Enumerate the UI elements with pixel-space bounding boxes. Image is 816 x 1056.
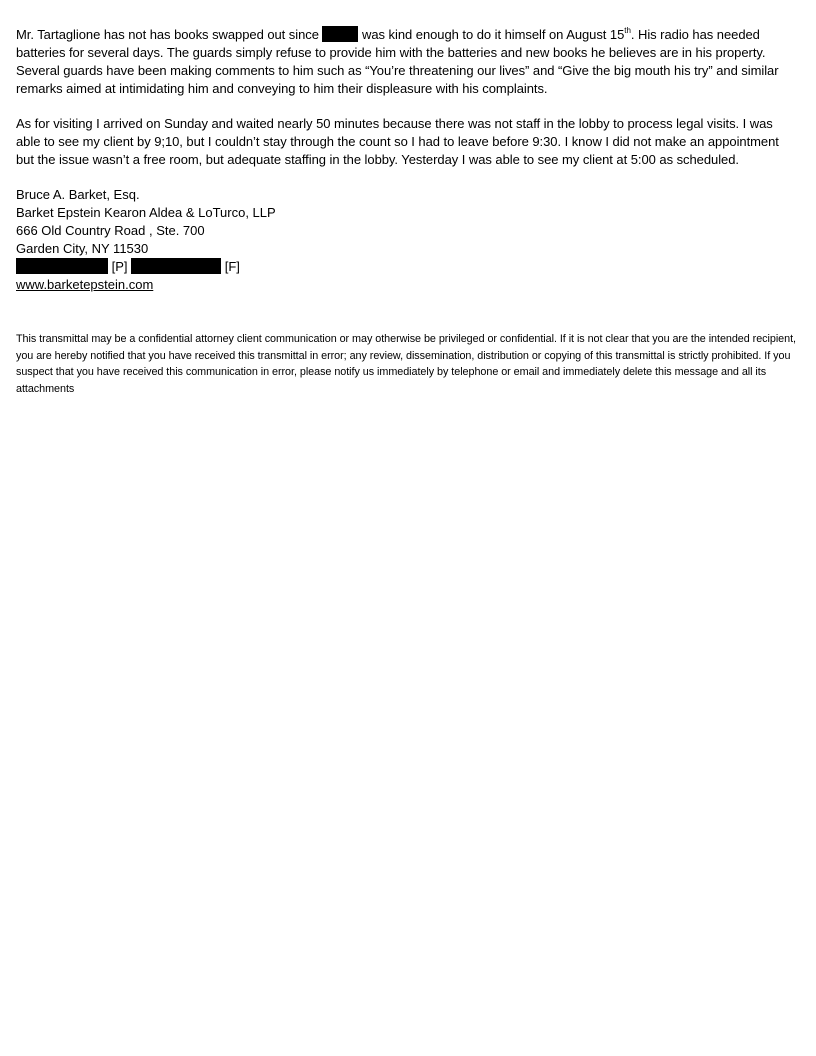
website-link[interactable]: www.barketepstein.com: [16, 277, 154, 292]
redaction-box: [16, 258, 108, 274]
paragraph-books-radio: [16, 26, 800, 98]
signature-address-line-1: 666 Old Country Road , Ste. 700: [16, 223, 205, 238]
paragraph-visiting: As for visiting I arrived on Sunday and waited nearly 50 minutes because there was not staff in the lobby to process legal visits. I was able to see my client by 9;10, but I couldn’t stay through the count so I had to leave before 9:30. I know I did not make an appointment but the issue wasn’t a free room, but adequate staffing in the lobby. Yesterday I was able to see my client at 5:00 as scheduled.: [16, 116, 779, 167]
email-body: [16, 26, 800, 397]
fax-label: [F]: [221, 259, 240, 274]
signature-block: [16, 186, 800, 294]
paragraph-text: . His radio has needed batteries for several days. The guards simply refuse to provide him with the batteries and new books he believes are in his property. Several guards have been making comments to him such as “You’re threatening our lives” and “Give the big mouth his try” and similar remarks aimed at intimidating him and conveying to him their displeasure with his complaints.: [16, 27, 779, 96]
paragraph-text: Mr. Tartaglione has not has books swapped out since: [16, 27, 323, 42]
paragraph-text: was kind enough to do it himself on August 15: [358, 27, 625, 42]
signature-firm: Barket Epstein Kearon Aldea & LoTurco, LLP: [16, 205, 276, 220]
signature-contact-line: [16, 258, 800, 276]
ordinal-suffix: th: [624, 26, 631, 35]
signature-address-line-2: Garden City, NY 11530: [16, 241, 149, 256]
confidentiality-disclaimer: This transmittal may be a confidential attorney client communication or may otherwise be privileged or confidential. If it is not clear that you are the intended recipient, you are hereby notified that you have received this transmittal in error; any review, dissemination, distribution or copying of this transmittal is strictly prohibited. If you suspect that you have received this communication in error, please notify us immediately by telephone or email and immediately delete this message and all its attachments: [16, 333, 796, 395]
phone-label: [P]: [108, 259, 132, 274]
signature-name: Bruce A. Barket, Esq.: [16, 187, 140, 202]
redaction-box: [322, 26, 358, 42]
redaction-box: [131, 258, 221, 274]
